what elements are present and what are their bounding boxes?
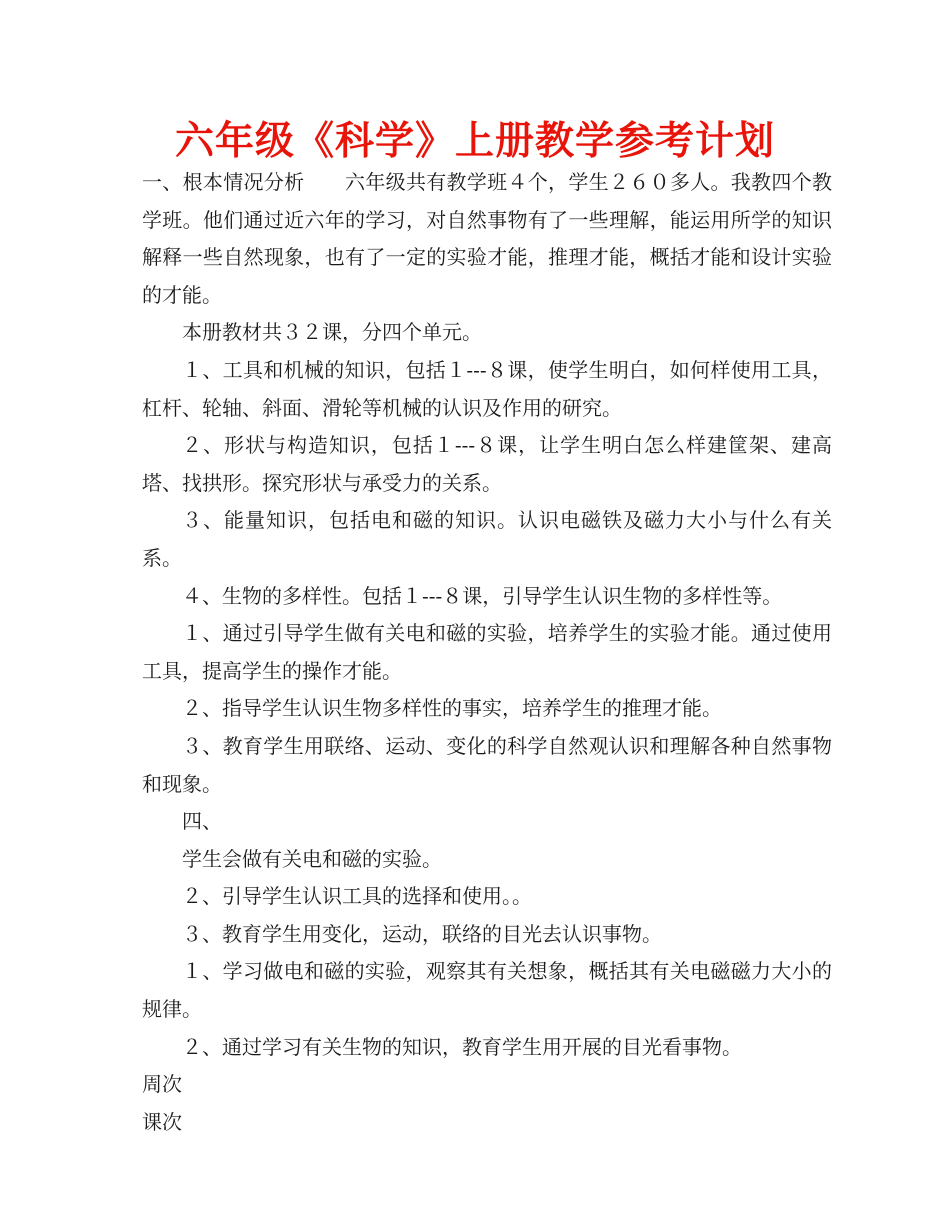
paragraph-key-point: 学生会做有关电和磁的实验。 [182,846,442,871]
paragraph-development-view: ２、通过学习有关生物的知识，教育学生用开展的目光看事物。 [182,1034,742,1059]
document-body [142,164,832,1141]
paragraph-goal-worldview: ３、教育学生用联络、运动、变化的科学自然观认识和理解各种自然事物和现象。 [142,733,832,796]
paragraph-unit-tools: １、工具和机械的知识，包括１---８课，使学生明白，如何样使用工具，杠杆、轮轴、斜面、滑轮等机械的认识及作用的研究。 [142,357,832,420]
paragraph-unit-shape: ２、形状与构造知识，包括１---８课，让学生明白怎么样建筐架、建高塔、找拱形。探究形状与承受力的关系。 [142,433,832,495]
document-title: 六年级《科学》上册教学参考计划 [174,119,775,164]
paragraph-change-view: ３、教育学生用变化，运动，联络的目光去认识事物。 [182,921,662,946]
paragraph-goal-reasoning: ２、指导学生认识生物多样性的事实，培养学生的推理才能。 [182,696,722,721]
paragraph-textbook-overview: 本册教材共３２课，分四个单元。 [182,320,482,345]
paragraph-magnetism-law: １、学习做电和磁的实验，观察其有关想象，概括其有关电磁磁力大小的规律。 [142,959,832,1022]
label-week: 周次 [142,1072,182,1097]
paragraph-basic-situation: 一、根本情况分析 六年级共有教学班４个，学生２６０多人。我教四个教学班。他们通过近六年的学习，对自然事物有了一些理解，能运用所学的知识解释一些自然现象，也有了一定的实验才能，推理才能，概括才能和设计实验的才能。 [142,170,832,307]
paragraph-goal-experiment: １、通过引导学生做有关电和磁的实验，培养学生的实验才能。通过使用工具，提高学生的操作才能。 [142,621,832,683]
label-lesson: 课次 [142,1109,182,1134]
paragraph-unit-energy: ３、能量知识，包括电和磁的知识。认识电磁铁及磁力大小与什么有关系。 [142,508,832,570]
paragraph-tools-usage: ２、引导学生认识工具的选择和使用。。 [182,884,532,909]
section-heading-four: 四、 [182,809,222,834]
paragraph-unit-biodiversity: ４、生物的多样性。包括１---８课，引导学生认识生物的多样性等。 [182,583,783,608]
